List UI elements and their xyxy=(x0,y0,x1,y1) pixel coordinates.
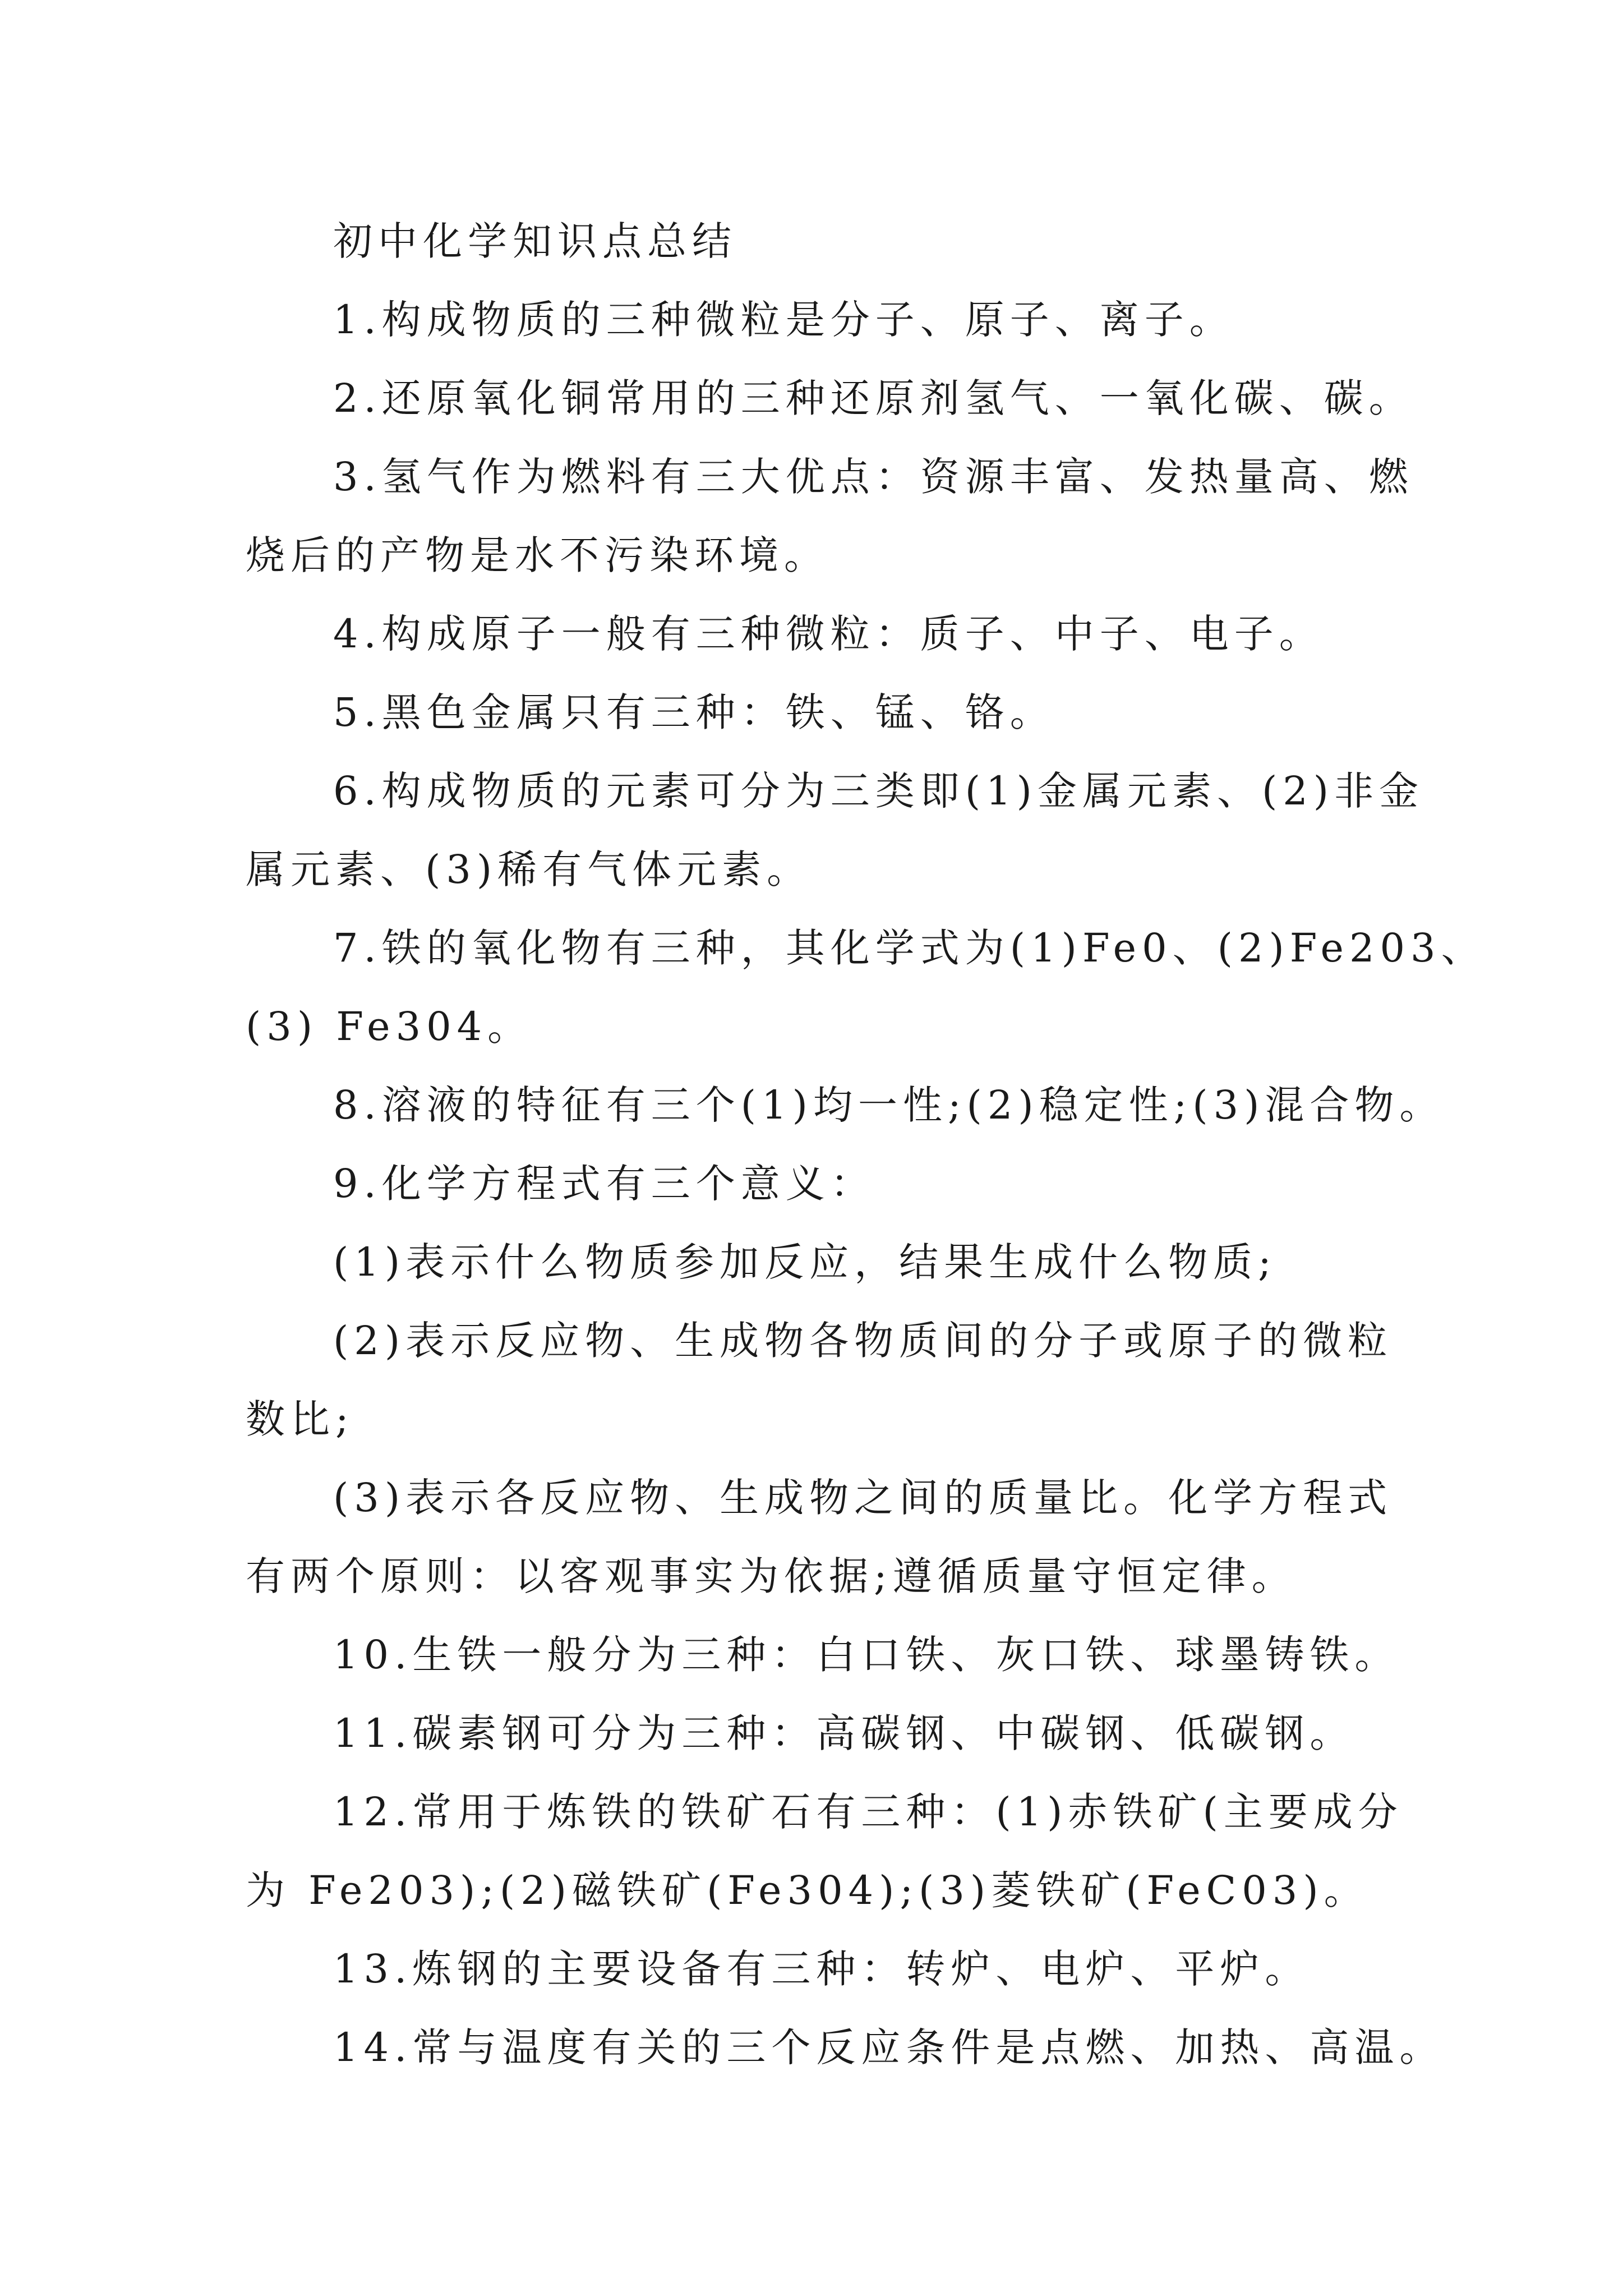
text-line: 3.氢气作为燃料有三大优点：资源丰富、发热量高、燃 xyxy=(333,454,1414,500)
text-line: (2)表示反应物、生成物各物质间的分子或原子的微粒 xyxy=(333,1318,1393,1364)
text-line: (3)表示各反应物、生成物之间的质量比。化学方程式 xyxy=(333,1475,1393,1521)
text-line: 10.生铁一般分为三种：白口铁、灰口铁、球墨铸铁。 xyxy=(333,1632,1400,1678)
text-line: 6.构成物质的元素可分为三类即(1)金属元素、(2)非金 xyxy=(333,768,1424,814)
text-line: 9.化学方程式有三个意义： xyxy=(333,1161,875,1207)
text-line: (3) Fe304。 xyxy=(246,1004,533,1050)
document-title: 初中化学知识点总结 xyxy=(333,218,737,264)
text-line: 5.黑色金属只有三种：铁、锰、铬。 xyxy=(333,689,1055,735)
text-line: 有两个原则：以客观事实为依据;遵循质量守恒定律。 xyxy=(246,1553,1297,1599)
text-line: 1.构成物质的三种微粒是分子、原子、离子。 xyxy=(333,297,1234,343)
text-line: 2.还原氧化铜常用的三种还原剂氢气、一氧化碳、碳。 xyxy=(333,375,1414,421)
text-line: 为 Fe203);(2)磁铁矿(Fe304);(3)菱铁矿(FeC03)。 xyxy=(246,1867,1369,1913)
text-line: 14.常与温度有关的三个反应条件是点燃、加热、高温。 xyxy=(333,2024,1445,2070)
text-line: 12.常用于炼铁的铁矿石有三种：(1)赤铁矿(主要成分 xyxy=(333,1789,1403,1835)
text-line: (1)表示什么物质参加反应，结果生成什么物质; xyxy=(333,1239,1277,1285)
text-line: 烧后的产物是水不污染环境。 xyxy=(246,532,829,578)
text-line: 8.溶液的特征有三个(1)均一性;(2)稳定性;(3)混合物。 xyxy=(333,1082,1445,1128)
text-line: 13.炼钢的主要设备有三种：转炉、电炉、平炉。 xyxy=(333,1946,1310,1992)
text-line: 7.铁的氧化物有三种，其化学式为(1)Fe0、(2)Fe203、 xyxy=(333,925,1486,971)
text-line: 属元素、(3)稀有气体元素。 xyxy=(246,846,812,892)
text-line: 4.构成原子一般有三种微粒：质子、中子、电子。 xyxy=(333,611,1324,657)
text-line: 数比; xyxy=(246,1396,354,1442)
text-line: 11.碳素钢可分为三种：高碳钢、中碳钢、低碳钢。 xyxy=(333,1710,1355,1756)
